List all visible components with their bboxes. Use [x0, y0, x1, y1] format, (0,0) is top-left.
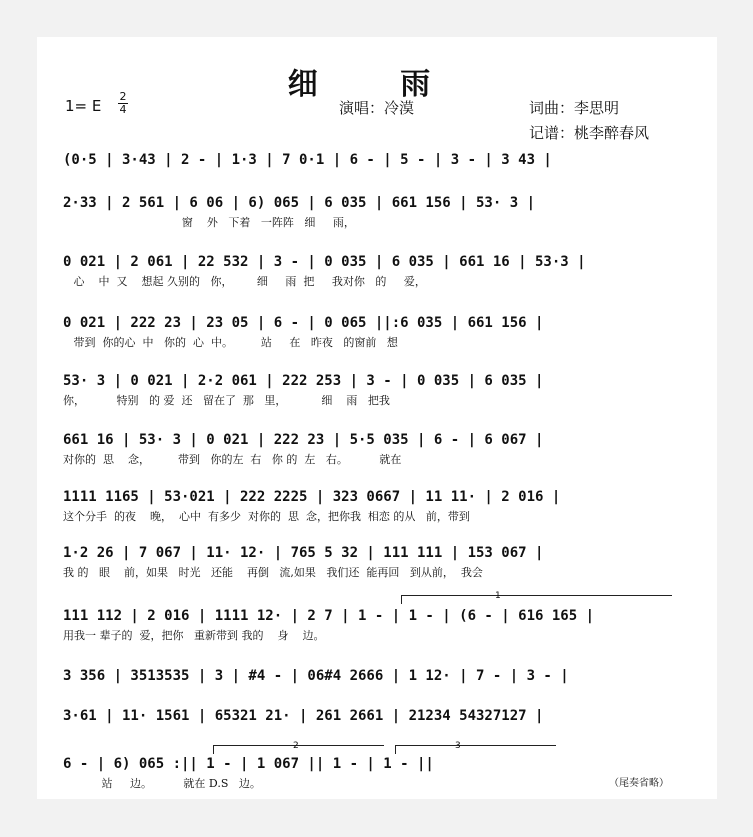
score-row: [63, 370, 701, 410]
score-row: [63, 312, 701, 352]
notes-line: 1111 1165 | 53·021 | 222 2225 | 323 0667 | 11 11· | 2 016 |: [63, 489, 561, 505]
lyrics-line: [63, 171, 701, 189]
volta-number: 2: [293, 741, 299, 751]
score-sheet: [37, 37, 717, 799]
notes-line: 2·33 | 2 561 | 6 06 | 6) 065 | 6 035 | 661 156 | 53· 3 |: [63, 195, 536, 211]
lyrics-line: [63, 727, 701, 745]
notes-line: 661 16 | 53· 3 | 0 021 | 222 23 | 5·5 035 | 6 - | 6 067 |: [63, 432, 544, 448]
notes-line: 0 021 | 222 23 | 23 05 | 6 - | 0 065 ||:6 035 | 661 156 |: [63, 315, 544, 331]
volta-bracket: [395, 745, 556, 754]
notes-line: 1·2 26 | 7 067 | 11· 12· | 765 5 32 | 111 111 | 153 067 |: [63, 545, 544, 561]
singer-credit: 演唱：冷漠: [339, 99, 415, 117]
lyrics-line: 窗 外 下着 一阵阵 细 雨，: [63, 216, 355, 229]
lyrics-line: 我 的 眼 前，如果 时光 还能 再倒 流,如果 我们还 能再回 到从前， 我会: [63, 566, 483, 579]
lyrics-line: 你， 特别 的 爱 还 留在了 那 里， 细 雨 把我: [63, 394, 390, 407]
time-bottom: 4: [119, 103, 127, 116]
key-signature: 1= E: [65, 97, 102, 115]
score-row: [63, 251, 701, 291]
notes-line: 0 021 | 2 061 | 22 532 | 3 - | 0 035 | 6 035 | 661 16 | 53·3 |: [63, 254, 586, 270]
score-row: [63, 591, 701, 645]
score-row: [63, 741, 701, 793]
score-row: [63, 149, 701, 189]
volta-number: 3: [455, 741, 461, 751]
notes-line: 6 - | 6) 065 :|| 1 - | 1 067 || 1 - | 1 - ||: [63, 756, 434, 772]
lyrics-line: [63, 687, 701, 705]
notes-line: 3 356 | 3513535 | 3 | #4 - | 06#4 2666 | 1 12· | 7 - | 3 - |: [63, 668, 569, 684]
notes-line: 3·61 | 11· 1561 | 65321 21· | 261 2661 | 21234 54327127 |: [63, 708, 544, 724]
score-row: [63, 486, 701, 526]
score-row: [63, 429, 701, 469]
notes-line: 53· 3 | 0 021 | 2·2 061 | 222 253 | 3 - | 0 035 | 6 035 |: [63, 373, 544, 389]
lyrics-line: 对你的 思 念， 带到 你的左 右 你 的 左 右。 就在: [63, 453, 402, 466]
score-row: [63, 705, 701, 745]
lyrics-line: 带到 你的心 中 你的 心 中。 站 在 昨夜 的窗前 想: [63, 336, 398, 349]
transcriber-credit: 记谱：桃李醉春风: [529, 124, 650, 142]
score-row: [63, 542, 701, 582]
notes-line: 111 112 | 2 016 | 1111 12· | 2 7 | 1 - | 1 - | (6 - | 616 165 |: [63, 608, 595, 624]
notes-line: (0·5 | 3·43 | 2 - | 1·3 | 7 0·1 | 6 - | 5 - | 3 - | 3 43 |: [63, 152, 552, 168]
score-row: [63, 192, 701, 232]
lyrics-line: 站 边。 就在 D.S 边。: [63, 777, 261, 790]
time-signature: [117, 91, 129, 116]
score-row: [63, 665, 701, 705]
time-top: 2: [119, 90, 127, 103]
volta-bracket: [401, 595, 672, 604]
song-title: 细 雨: [287, 67, 467, 102]
lyrics-line: 心 中 又 想起 久别的 你， 细 雨 把 我对你 的 爱，: [63, 275, 426, 288]
lyrics-line: 这个分手 的夜 晚， 心中 有多少 对你的 思 念，把你我 相恋 的从 前，带到: [63, 510, 470, 523]
volta-number: 1: [495, 591, 501, 601]
lyrics-line: 用我一 辈子的 爱，把你 重新带到 我的 身 边。: [63, 629, 325, 642]
composer-credit: 词曲：李思明: [529, 99, 620, 117]
ending-note: （尾奏省略）: [609, 778, 669, 789]
